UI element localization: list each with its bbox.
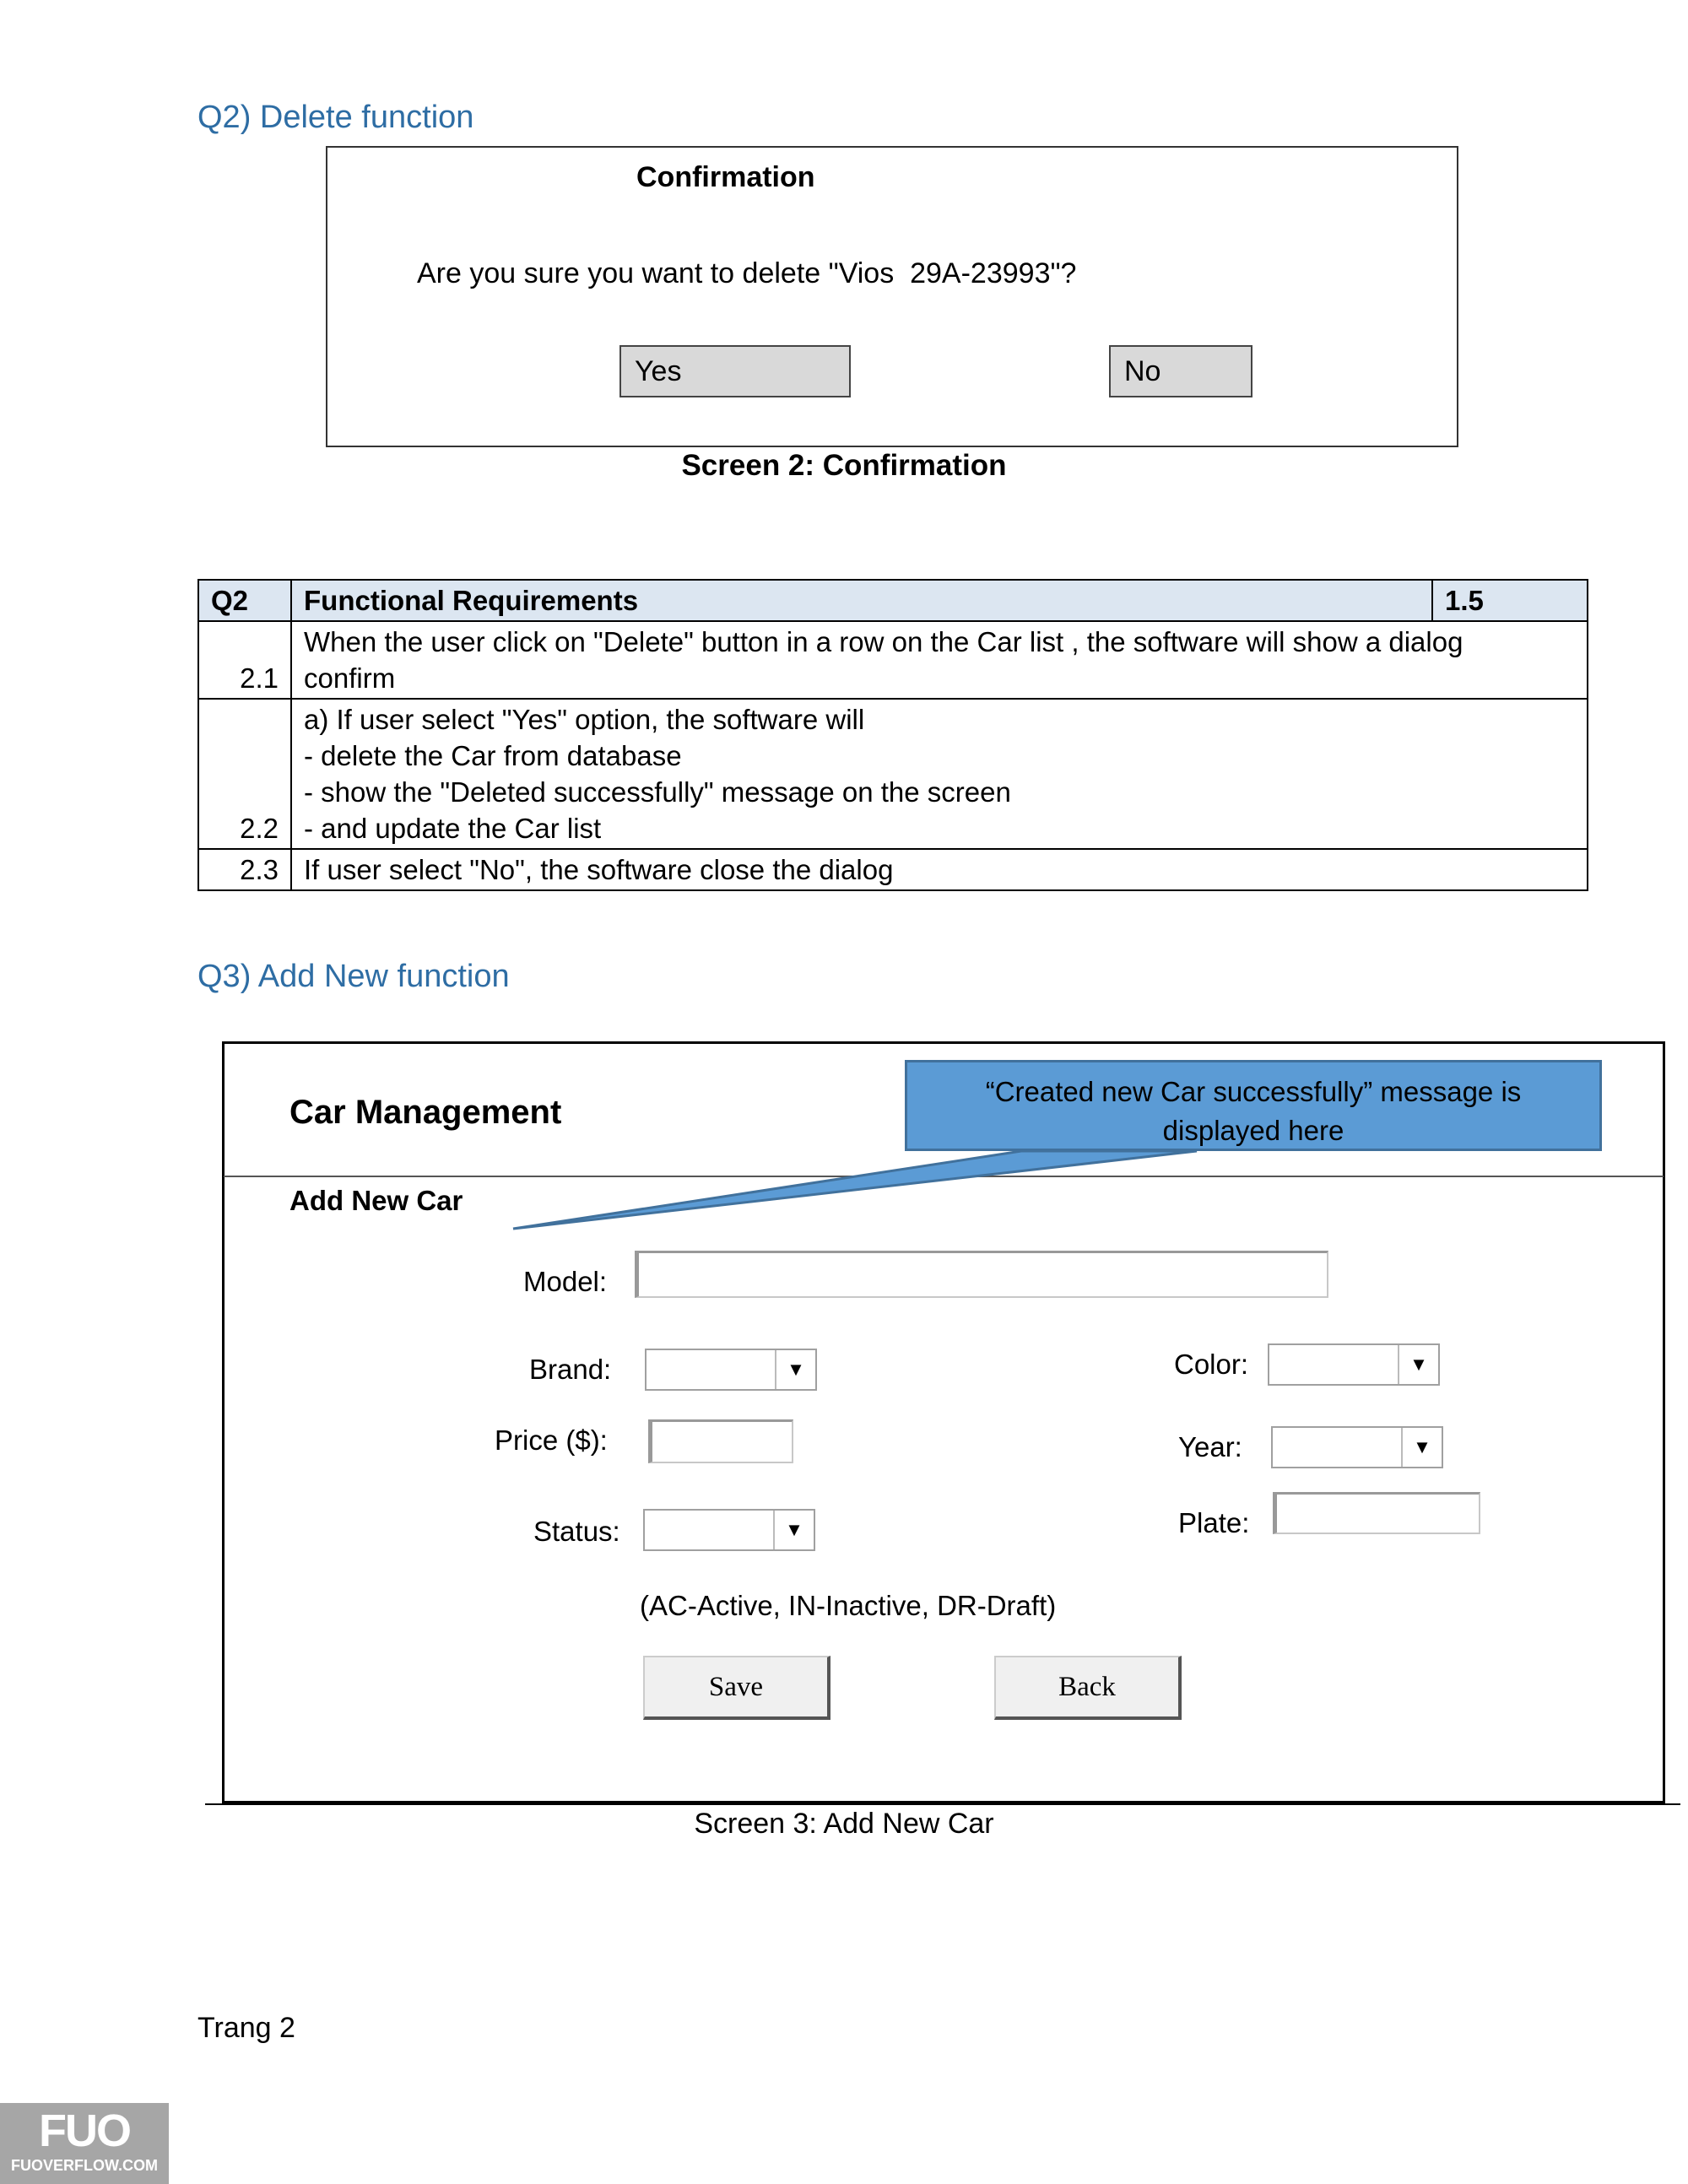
q2-heading: Q2) Delete function	[197, 100, 474, 135]
save-button[interactable]: Save	[643, 1656, 830, 1720]
chevron-down-icon: ▼	[773, 1511, 814, 1549]
watermark-logo-text: FUO	[39, 2106, 130, 2156]
plate-label: Plate:	[1178, 1507, 1250, 1538]
year-select[interactable]	[1271, 1426, 1443, 1468]
req-line: a) If user select "Yes" option, the software will	[304, 704, 865, 735]
no-button[interactable]: No	[1109, 345, 1252, 397]
color-label: Color:	[1174, 1349, 1249, 1380]
chevron-down-icon: ▼	[1401, 1428, 1442, 1467]
watermark-site-text: FUOVERFLOW.COM	[11, 2157, 158, 2174]
price-input[interactable]	[648, 1419, 793, 1463]
req-id: 2.1	[198, 621, 291, 699]
req-line: - and update the Car list	[304, 813, 602, 844]
status-select[interactable]	[643, 1509, 815, 1551]
chevron-down-icon: ▼	[1398, 1345, 1438, 1384]
year-label: Year:	[1178, 1431, 1242, 1462]
req-id: 2.2	[198, 699, 291, 849]
watermark-logo	[0, 2103, 169, 2184]
req-id: 2.3	[198, 849, 291, 890]
status-note: (AC-Active, IN-Inactive, DR-Draft)	[640, 1590, 1057, 1621]
dialog-title: Confirmation	[636, 161, 815, 193]
price-label: Price ($):	[495, 1424, 608, 1456]
model-input[interactable]	[635, 1251, 1328, 1298]
req-header-title: Functional Requirements	[291, 580, 1432, 621]
req-line: - delete the Car from database	[304, 740, 682, 771]
status-label: Status:	[533, 1516, 620, 1547]
req-header-id: Q2	[198, 580, 291, 621]
model-label: Model:	[523, 1266, 608, 1297]
color-select[interactable]	[1268, 1343, 1440, 1386]
screen3-caption: Screen 3: Add New Car	[694, 1808, 994, 1840]
app-title: Car Management	[289, 1094, 562, 1131]
page-number: Trang 2	[197, 2012, 295, 2044]
req-line: confirm	[304, 662, 396, 694]
screen2-caption: Screen 2: Confirmation	[681, 449, 1007, 482]
req-line: If user select "No", the software close the dialog	[304, 854, 894, 885]
chevron-down-icon: ▼	[775, 1350, 815, 1389]
brand-label: Brand:	[529, 1354, 612, 1385]
yes-button[interactable]: Yes	[619, 345, 851, 397]
back-button[interactable]: Back	[994, 1656, 1182, 1720]
section-title: Add New Car	[289, 1185, 463, 1216]
q3-heading: Q3) Add New function	[197, 959, 510, 994]
brand-select[interactable]	[645, 1349, 817, 1391]
callout-box: “Created new Car successfully” message is displayed here	[905, 1060, 1602, 1151]
req-line: - show the "Deleted successfully" message on the screen	[304, 776, 1011, 808]
req-line: When the user click on "Delete" button in a row on the Car list , the software will show a dialog	[304, 626, 1463, 657]
dialog-message: Are you sure you want to delete "Vios 29A-23993"?	[417, 257, 1077, 289]
req-header-score: 1.5	[1432, 580, 1588, 621]
plate-input[interactable]	[1273, 1492, 1480, 1534]
